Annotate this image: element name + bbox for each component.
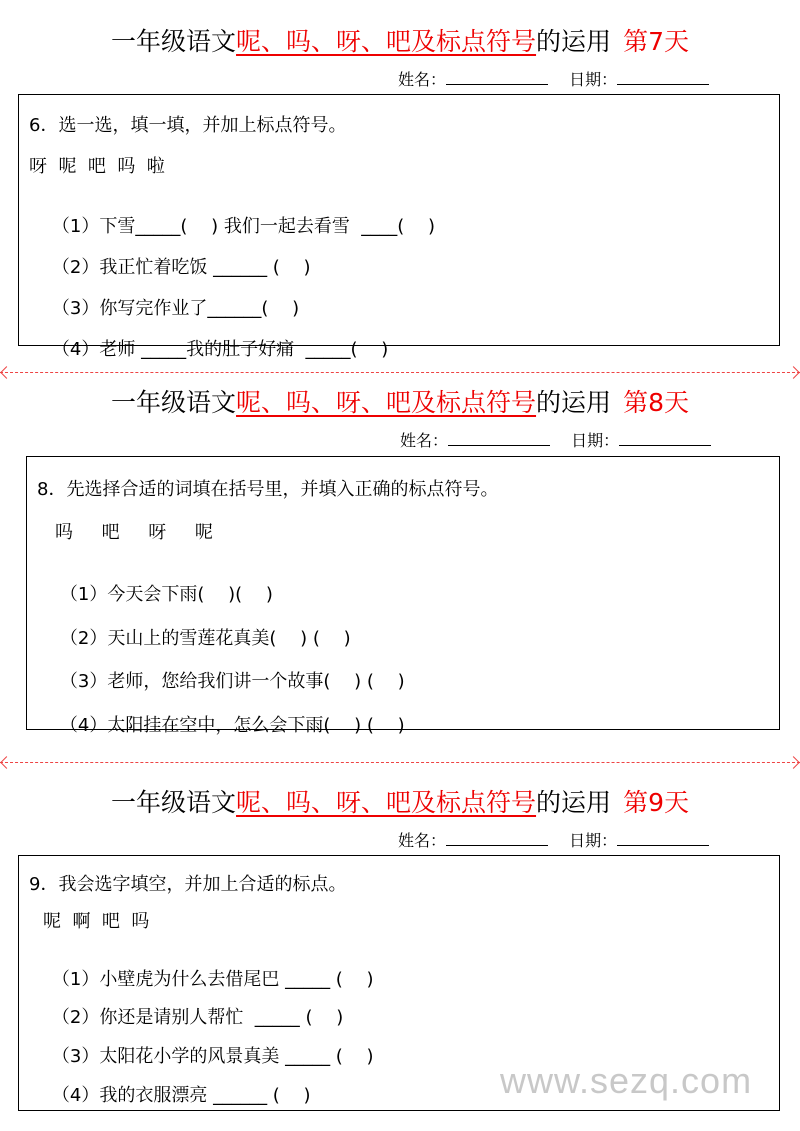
watermark-text: www.sezq.com xyxy=(500,1060,753,1101)
item-text: 太阳挂在空中，怎么会下雨( ) ( ) xyxy=(107,715,405,736)
title-highlight: 呢、吗、呀、吧及标点符号 xyxy=(236,388,537,417)
question-text: 6．选一选，填一填，并加上标点符号。 xyxy=(29,115,347,136)
day-label: 第9天 xyxy=(623,788,689,817)
item-number: （1） xyxy=(51,969,100,990)
name-field[interactable] xyxy=(446,70,548,85)
options-list: 吗 吧 呀 呢 xyxy=(55,522,213,543)
cut-line-divider xyxy=(0,372,800,373)
title-suffix: 的运用 xyxy=(536,27,612,56)
title-highlight: 呢、吗、呀、吧及标点符号 xyxy=(236,788,537,817)
item-number: （3） xyxy=(51,1046,100,1067)
item-text: 你还是请别人帮忙 _____ ( ) xyxy=(99,1007,344,1028)
question-text: 8．先选择合适的词填在括号里，并填入正确的标点符号。 xyxy=(37,479,499,500)
arrow-right-icon xyxy=(787,756,800,769)
name-date-row xyxy=(400,431,711,449)
item-number: （2） xyxy=(51,257,100,278)
name-label: 姓名： xyxy=(400,431,449,450)
cut-line-divider xyxy=(0,762,800,763)
arrow-right-icon xyxy=(787,366,800,379)
item-number: （4） xyxy=(59,715,108,736)
name-label: 姓名： xyxy=(398,831,447,850)
arrow-left-icon xyxy=(0,756,13,769)
page-title xyxy=(0,29,800,54)
item-number: （4） xyxy=(51,1085,100,1106)
item-number: （2） xyxy=(59,628,108,649)
list-item xyxy=(37,699,405,753)
question-text: 9．我会选字填空，并加上合适的标点。 xyxy=(29,874,347,895)
page-title xyxy=(0,390,800,415)
item-text: 小壁虎为什么去借尾巴 _____ ( ) xyxy=(99,969,374,990)
item-text: 我的衣服漂亮 ______ ( ) xyxy=(99,1085,311,1106)
item-text: 老师，您给我们讲一个故事( ) ( ) xyxy=(107,671,405,692)
name-field[interactable] xyxy=(448,431,550,446)
page-title xyxy=(0,790,800,815)
title-suffix: 的运用 xyxy=(536,788,612,817)
day-label: 第7天 xyxy=(623,27,689,56)
date-label: 日期： xyxy=(571,431,620,450)
item-number: （2） xyxy=(51,1007,100,1028)
item-number: （1） xyxy=(59,584,108,605)
title-highlight: 呢、吗、呀、吧及标点符号 xyxy=(236,27,537,56)
title-suffix: 的运用 xyxy=(536,388,612,417)
date-field[interactable] xyxy=(619,431,711,446)
options-list: 呀 呢 吧 吗 啦 xyxy=(29,156,165,177)
name-field[interactable] xyxy=(446,831,548,846)
options-list: 呢 啊 吧 吗 xyxy=(43,911,150,932)
title-prefix: 一年级语文 xyxy=(111,788,237,817)
date-field[interactable] xyxy=(617,831,709,846)
item-text: 下雪_____( ) 我们一起去看雪 ____( ) xyxy=(99,216,436,237)
arrow-left-icon xyxy=(0,366,13,379)
item-text: 太阳花小学的风景真美 _____ ( ) xyxy=(99,1046,374,1067)
name-date-row xyxy=(398,831,709,849)
title-prefix: 一年级语文 xyxy=(111,388,237,417)
list-item xyxy=(29,323,388,377)
item-text: 老师 _____我的肚子好痛 _____( ) xyxy=(99,339,389,360)
item-number: （1） xyxy=(51,216,100,237)
date-label: 日期： xyxy=(569,831,618,850)
date-field[interactable] xyxy=(617,70,709,85)
item-number: （3） xyxy=(51,298,100,319)
item-number: （3） xyxy=(59,671,108,692)
name-label: 姓名： xyxy=(398,70,447,89)
item-text: 今天会下雨( )( ) xyxy=(107,584,273,605)
date-label: 日期： xyxy=(569,70,618,89)
item-text: 天山上的雪莲花真美( ) ( ) xyxy=(107,628,351,649)
item-text: 你写完作业了______( ) xyxy=(99,298,300,319)
list-item xyxy=(29,1069,311,1123)
name-date-row xyxy=(398,70,709,88)
day-label: 第8天 xyxy=(623,388,689,417)
item-text: 我正忙着吃饭 ______ ( ) xyxy=(99,257,311,278)
item-number: （4） xyxy=(51,339,100,360)
title-prefix: 一年级语文 xyxy=(111,27,237,56)
